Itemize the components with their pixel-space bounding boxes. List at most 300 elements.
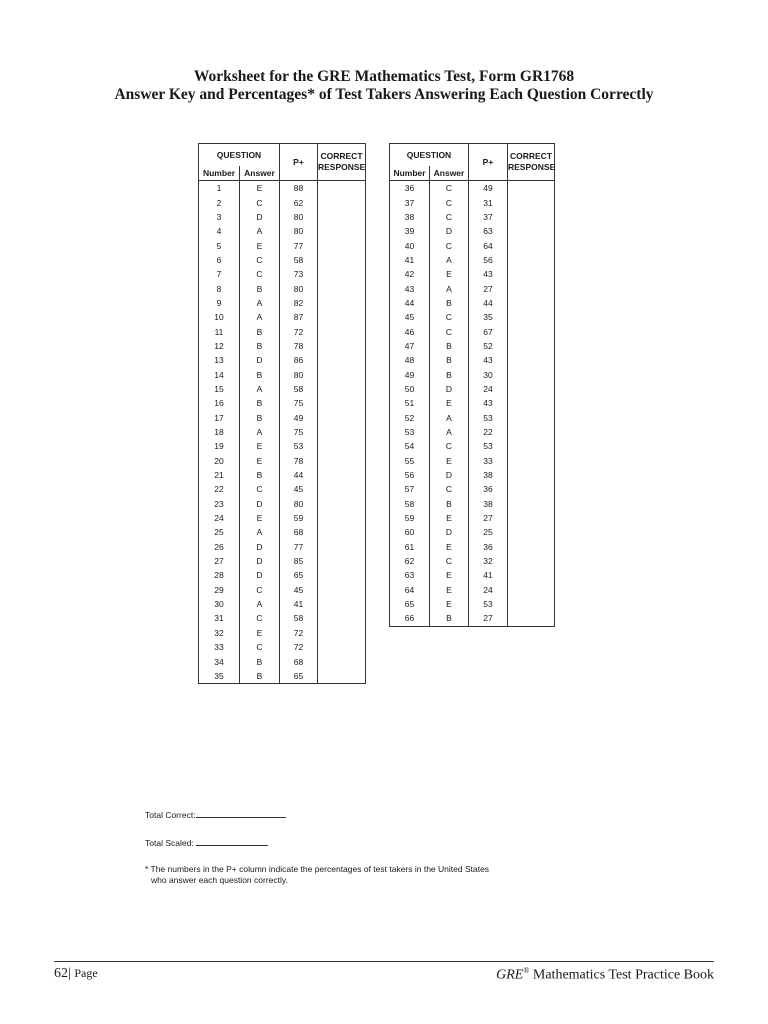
correct-response-cell[interactable] [508,224,555,238]
question-answer: D [240,210,280,224]
question-answer: C [430,210,469,224]
correct-response-cell[interactable] [318,640,366,654]
p-plus-value: 27 [469,511,508,525]
question-answer: E [430,540,469,554]
table-row [199,511,366,525]
question-number: 21 [199,468,240,482]
table-row [390,454,555,468]
question-number: 16 [199,396,240,410]
question-number: 15 [199,382,240,396]
question-answer: C [430,181,469,196]
correct-response-cell[interactable] [318,324,366,338]
question-number: 18 [199,425,240,439]
question-number: 52 [390,411,430,425]
p-plus-value: 80 [280,210,318,224]
table-row [199,267,366,281]
table-row [390,367,555,381]
p-plus-value: 24 [469,382,508,396]
correct-response-cell[interactable] [508,411,555,425]
question-answer: A [430,411,469,425]
p-plus-value: 27 [469,281,508,295]
response-label: RESPONSE [318,162,366,172]
correct-response-cell[interactable] [318,439,366,453]
correct-response-cell[interactable] [318,611,366,625]
table-row [199,339,366,353]
p-plus-value: 85 [280,554,318,568]
correct-response-cell[interactable] [508,281,555,295]
correct-response-cell[interactable] [508,396,555,410]
correct-response-cell[interactable] [508,482,555,496]
footnote-line-2: who answer each question correctly. [151,875,288,885]
table-row [390,353,555,367]
question-answer: B [430,296,469,310]
page-separator: | [68,966,71,981]
table-row [390,224,555,238]
question-answer: E [430,511,469,525]
p-plus-value: 64 [469,238,508,252]
p-plus-value: 75 [280,396,318,410]
question-answer: E [240,238,280,252]
question-number: 62 [390,554,430,568]
p-plus-value: 32 [469,554,508,568]
question-answer: D [430,525,469,539]
p-plus-value: 30 [469,367,508,381]
question-answer: D [430,224,469,238]
question-answer: C [240,640,280,654]
question-answer: C [240,195,280,209]
correct-response-cell[interactable] [508,583,555,597]
question-header: QUESTION [390,144,469,167]
question-answer: D [240,353,280,367]
answer-header: Answer [240,166,280,181]
correct-response-cell[interactable] [508,525,555,539]
question-number: 4 [199,224,240,238]
p-plus-value: 31 [469,195,508,209]
question-number: 34 [199,654,240,668]
question-number: 3 [199,210,240,224]
question-number: 49 [390,367,430,381]
response-label: RESPONSE [508,162,556,172]
table-row [199,439,366,453]
correct-response-cell[interactable] [508,454,555,468]
question-number: 48 [390,353,430,367]
question-answer: D [430,468,469,482]
correct-response-cell[interactable] [508,367,555,381]
p-plus-value: 77 [280,540,318,554]
question-number: 59 [390,511,430,525]
correct-response-cell[interactable] [318,597,366,611]
table-row [199,482,366,496]
question-number: 56 [390,468,430,482]
question-number: 14 [199,367,240,381]
table-row [199,454,366,468]
question-answer: B [240,468,280,482]
table-row [199,281,366,295]
correct-label: CORRECT [509,151,553,161]
question-answer: A [240,310,280,324]
table-row [199,425,366,439]
correct-response-cell[interactable] [508,468,555,482]
correct-response-cell[interactable] [318,296,366,310]
question-answer: B [240,411,280,425]
correct-response-cell[interactable] [318,310,366,324]
p-plus-value: 68 [280,525,318,539]
correct-response-cell[interactable] [508,324,555,338]
correct-response-cell[interactable] [318,525,366,539]
question-answer: C [430,482,469,496]
question-header: QUESTION [199,144,280,167]
question-answer: C [430,310,469,324]
correct-response-header [508,144,555,181]
p-plus-value: 53 [469,411,508,425]
number-header: Number [390,166,430,181]
table-row [199,525,366,539]
p-plus-value: 65 [280,568,318,582]
correct-response-cell[interactable] [508,382,555,396]
question-answer: E [240,181,280,196]
p-plus-value: 63 [469,224,508,238]
correct-response-cell[interactable] [318,353,366,367]
question-number: 17 [199,411,240,425]
correct-response-cell[interactable] [318,238,366,252]
page-number-value: 62 [54,966,68,981]
p-plus-value: 44 [280,468,318,482]
correct-response-cell[interactable] [508,195,555,209]
correct-response-cell[interactable] [318,468,366,482]
correct-response-cell[interactable] [318,554,366,568]
p-plus-value: 33 [469,454,508,468]
title-line-1: Worksheet for the GRE Mathematics Test, Form GR1768 [193,68,575,85]
question-answer: A [240,425,280,439]
table-row [199,568,366,582]
table-row [199,497,366,511]
correct-response-cell[interactable] [318,367,366,381]
correct-response-cell[interactable] [318,253,366,267]
p-plus-value: 80 [280,224,318,238]
question-number: 7 [199,267,240,281]
question-number: 41 [390,253,430,267]
table-row [199,195,366,209]
table-row [390,511,555,525]
table-row [199,324,366,338]
table-row [390,497,555,511]
table-row [390,611,555,626]
table-row [199,396,366,410]
table-row [390,554,555,568]
question-number: 23 [199,497,240,511]
correct-response-cell[interactable] [508,210,555,224]
question-answer: B [240,281,280,295]
question-answer: E [240,454,280,468]
question-number: 61 [390,540,430,554]
page-number [54,966,98,982]
question-number: 66 [390,611,430,626]
total-scaled-blank[interactable] [196,836,268,846]
question-answer: D [240,554,280,568]
question-number: 1 [199,181,240,196]
p-plus-value: 41 [280,597,318,611]
question-number: 5 [199,238,240,252]
correct-response-cell[interactable] [508,353,555,367]
correct-response-cell[interactable] [508,511,555,525]
question-answer: B [430,611,469,626]
correct-response-cell[interactable] [318,626,366,640]
correct-response-cell[interactable] [318,181,366,196]
correct-response-cell[interactable] [508,253,555,267]
table-row [390,253,555,267]
total-scaled-label: Total Scaled: [145,838,194,848]
question-answer: E [430,396,469,410]
question-number: 31 [199,611,240,625]
correct-response-cell[interactable] [318,411,366,425]
table-row [199,411,366,425]
question-answer: C [430,324,469,338]
table-row [199,296,366,310]
correct-response-cell[interactable] [318,654,366,668]
question-number: 38 [390,210,430,224]
p-plus-value: 44 [469,296,508,310]
table-row [390,310,555,324]
question-answer: A [430,425,469,439]
question-answer: C [240,253,280,267]
correct-response-cell[interactable] [318,669,366,684]
total-correct [145,808,286,820]
table-row [199,468,366,482]
book-title [496,966,714,984]
p-plus-value: 72 [280,640,318,654]
question-number: 33 [199,640,240,654]
correct-response-cell[interactable] [318,425,366,439]
correct-response-cell[interactable] [508,540,555,554]
table-row [390,238,555,252]
p-plus-value: 78 [280,339,318,353]
question-answer: E [430,267,469,281]
question-number: 47 [390,339,430,353]
table-row [390,382,555,396]
book-rest: Mathematics Test Practice Book [529,967,714,983]
p-plus-value: 68 [280,654,318,668]
table-row [199,310,366,324]
correct-response-cell[interactable] [508,497,555,511]
question-number: 2 [199,195,240,209]
p-plus-value: 37 [469,210,508,224]
question-answer: E [430,583,469,597]
question-number: 30 [199,597,240,611]
question-answer: B [240,669,280,684]
p-plus-value: 53 [280,439,318,453]
p-plus-value: 36 [469,540,508,554]
question-answer: C [240,611,280,625]
table-row [199,253,366,267]
total-scaled [145,836,268,848]
table-row [199,540,366,554]
p-plus-value: 38 [469,468,508,482]
footer-divider [54,961,714,962]
question-number: 29 [199,583,240,597]
answer-key-table-right [389,143,555,627]
correct-response-cell[interactable] [508,554,555,568]
p-plus-header: P+ [469,144,508,181]
question-number: 9 [199,296,240,310]
question-answer: E [430,597,469,611]
p-plus-value: 78 [280,454,318,468]
question-number: 28 [199,568,240,582]
table-row [390,339,555,353]
correct-response-cell[interactable] [318,267,366,281]
question-number: 20 [199,454,240,468]
p-plus-value: 38 [469,497,508,511]
correct-response-cell[interactable] [508,310,555,324]
table-row [199,583,366,597]
question-answer: E [240,511,280,525]
correct-response-cell[interactable] [318,454,366,468]
table-row [199,353,366,367]
correct-response-cell[interactable] [508,296,555,310]
table-row [390,468,555,482]
question-answer: B [240,324,280,338]
correct-response-cell[interactable] [508,611,555,626]
table-row [390,540,555,554]
question-number: 58 [390,497,430,511]
correct-response-cell[interactable] [508,568,555,582]
correct-response-cell[interactable] [508,439,555,453]
question-answer: A [240,525,280,539]
page-label: Page [74,966,98,980]
question-number: 19 [199,439,240,453]
correct-response-cell[interactable] [508,267,555,281]
p-plus-value: 62 [280,195,318,209]
question-number: 64 [390,583,430,597]
table-row [199,181,366,196]
correct-response-cell[interactable] [318,482,366,496]
correct-response-cell[interactable] [318,382,366,396]
question-answer: C [240,482,280,496]
book-registered: ® [523,966,530,975]
correct-response-cell[interactable] [318,396,366,410]
question-number: 65 [390,597,430,611]
table-row [390,181,555,196]
question-number: 45 [390,310,430,324]
question-answer: E [240,626,280,640]
correct-response-cell[interactable] [318,497,366,511]
table-row [199,640,366,654]
question-answer: B [240,396,280,410]
p-plus-value: 24 [469,583,508,597]
correct-response-cell[interactable] [508,597,555,611]
question-answer: C [430,238,469,252]
question-answer: B [240,367,280,381]
correct-response-cell[interactable] [508,339,555,353]
question-number: 22 [199,482,240,496]
question-number: 55 [390,454,430,468]
table-row [199,626,366,640]
p-plus-value: 72 [280,324,318,338]
p-plus-value: 77 [280,238,318,252]
question-answer: B [430,339,469,353]
footnote-line-1: * The numbers in the P+ column indicate the percentages of test takers in the United States [145,864,490,874]
question-answer: D [240,497,280,511]
question-number: 35 [199,669,240,684]
p-plus-value: 52 [469,339,508,353]
p-plus-value: 49 [280,411,318,425]
p-plus-value: 53 [469,439,508,453]
question-answer: A [430,281,469,295]
p-plus-value: 86 [280,353,318,367]
question-answer: B [430,497,469,511]
question-answer: B [240,654,280,668]
table-row [390,439,555,453]
question-number: 32 [199,626,240,640]
correct-response-cell[interactable] [318,195,366,209]
question-answer: C [430,195,469,209]
question-number: 6 [199,253,240,267]
p-plus-value: 80 [280,497,318,511]
question-answer: A [240,597,280,611]
question-answer: E [240,439,280,453]
question-answer: B [430,367,469,381]
correct-response-cell[interactable] [318,339,366,353]
question-number: 36 [390,181,430,196]
total-correct-blank[interactable] [196,808,286,818]
p-plus-value: 65 [280,669,318,684]
table-row [390,210,555,224]
question-number: 26 [199,540,240,554]
correct-response-cell[interactable] [318,511,366,525]
table-row [199,367,366,381]
p-plus-value: 59 [280,511,318,525]
correct-response-header [318,144,366,181]
question-number: 39 [390,224,430,238]
correct-response-cell[interactable] [318,210,366,224]
question-number: 54 [390,439,430,453]
table-row [199,554,366,568]
question-answer: A [240,296,280,310]
title-line-2: Answer Key and Percentages* of Test Takers Answering Each Question Correctly [114,86,654,103]
table-row [199,210,366,224]
p-plus-value: 43 [469,267,508,281]
p-plus-value: 58 [280,253,318,267]
correct-response-cell[interactable] [318,540,366,554]
correct-response-cell[interactable] [318,281,366,295]
question-number: 12 [199,339,240,353]
table-row [390,525,555,539]
correct-response-cell[interactable] [508,238,555,252]
correct-response-cell[interactable] [318,224,366,238]
table-row [390,597,555,611]
p-plus-value: 43 [469,353,508,367]
question-number: 8 [199,281,240,295]
question-answer: E [430,568,469,582]
question-answer: C [240,267,280,281]
question-answer: A [240,224,280,238]
table-row [390,296,555,310]
correct-label: CORRECT [320,151,363,161]
correct-response-cell[interactable] [318,568,366,582]
question-number: 37 [390,195,430,209]
table-row [199,224,366,238]
answer-header: Answer [430,166,469,181]
correct-response-cell[interactable] [318,583,366,597]
question-answer: C [240,583,280,597]
question-number: 40 [390,238,430,252]
correct-response-cell[interactable] [508,425,555,439]
number-header: Number [199,166,240,181]
table-row [199,238,366,252]
table-row [199,669,366,684]
correct-response-cell[interactable] [508,181,555,196]
p-plus-value: 49 [469,181,508,196]
total-correct-label: Total Correct: [145,810,196,820]
